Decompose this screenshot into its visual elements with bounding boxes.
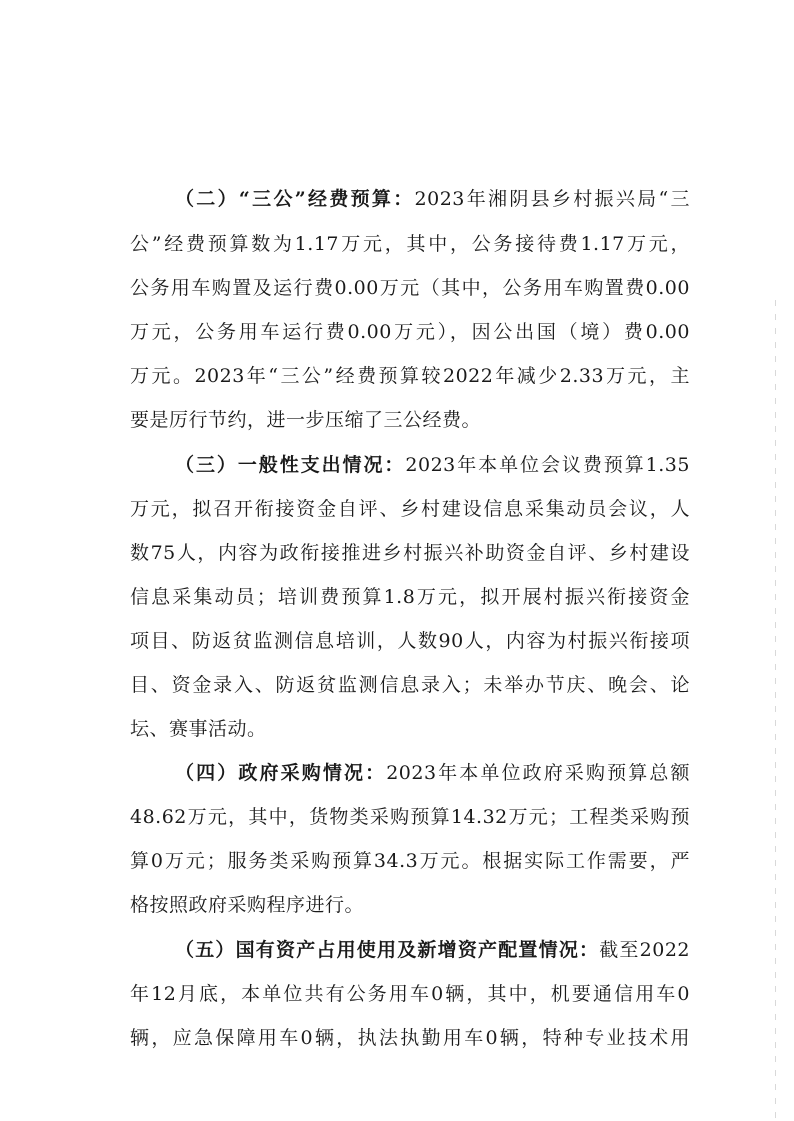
paragraph-line: 数75人，内容为政衔接推进乡村振兴补助资金自评、乡村建设 (130, 542, 690, 564)
paragraph-line: （五）国有资产占用使用及新增资产配置情况：截至2022 (175, 939, 690, 961)
paragraph-line: 目、资金录入、防返贫监测信息录入；未举办节庆、晚会、论 (130, 674, 690, 696)
scan-edge-mark (775, 300, 776, 1120)
paragraph-line: 万元，公务用车运行费0.00万元），因公出国（境）费0.00 (130, 321, 690, 343)
paragraph-line: 公务用车购置及运行费0.00万元（其中，公务用车购置费0.00 (130, 277, 690, 299)
paragraph-line: 信息采集动员；培训费预算1.8万元，拟开展村振兴衔接资金 (130, 586, 690, 608)
paragraph-line: 万元。2023年“三公”经费预算较2022年减少2.33万元，主 (130, 365, 690, 387)
section-heading: （二）“三公”经费预算： (175, 188, 415, 210)
paragraph-line: 万元，拟召开衔接资金自评、乡村建设信息采集动员会议，人 (130, 498, 690, 520)
section-heading: （四）政府采购情况： (175, 762, 387, 784)
section-heading: （三）一般性支出情况： (175, 454, 406, 476)
paragraph-line: 公”经费预算数为1.17万元，其中，公务接待费1.17万元， (130, 233, 690, 255)
section-heading: （五）国有资产占用使用及新增资产配置情况： (175, 939, 600, 961)
paragraph-line: （三）一般性支出情况：2023年本单位会议费预算1.35 (175, 454, 690, 476)
paragraph-line: 算0万元；服务类采购预算34.3万元。根据实际工作需要，严 (130, 850, 690, 872)
paragraph-line: （二）“三公”经费预算：2023年湘阴县乡村振兴局“三 (175, 188, 690, 210)
paragraph-line: 坛、赛事活动。 (130, 718, 267, 740)
paragraph-line: （四）政府采购情况：2023年本单位政府采购预算总额 (175, 762, 690, 784)
paragraph-line: 项目、防返贫监测信息培训，人数90人，内容为村振兴衔接项 (130, 630, 690, 652)
paragraph-line: 格按照政府采购程序进行。 (130, 894, 365, 916)
paragraph-line: 年12月底，本单位共有公务用车0辆，其中，机要通信用车0 (130, 983, 690, 1005)
paragraph-line: 辆，应急保障用车0辆，执法执勤用车0辆，特种专业技术用 (130, 1027, 690, 1049)
paragraph-line: 48.62万元，其中，货物类采购预算14.32万元；工程类采购预 (130, 806, 690, 828)
paragraph-line: 要是厉行节约，进一步压缩了三公经费。 (130, 409, 482, 431)
